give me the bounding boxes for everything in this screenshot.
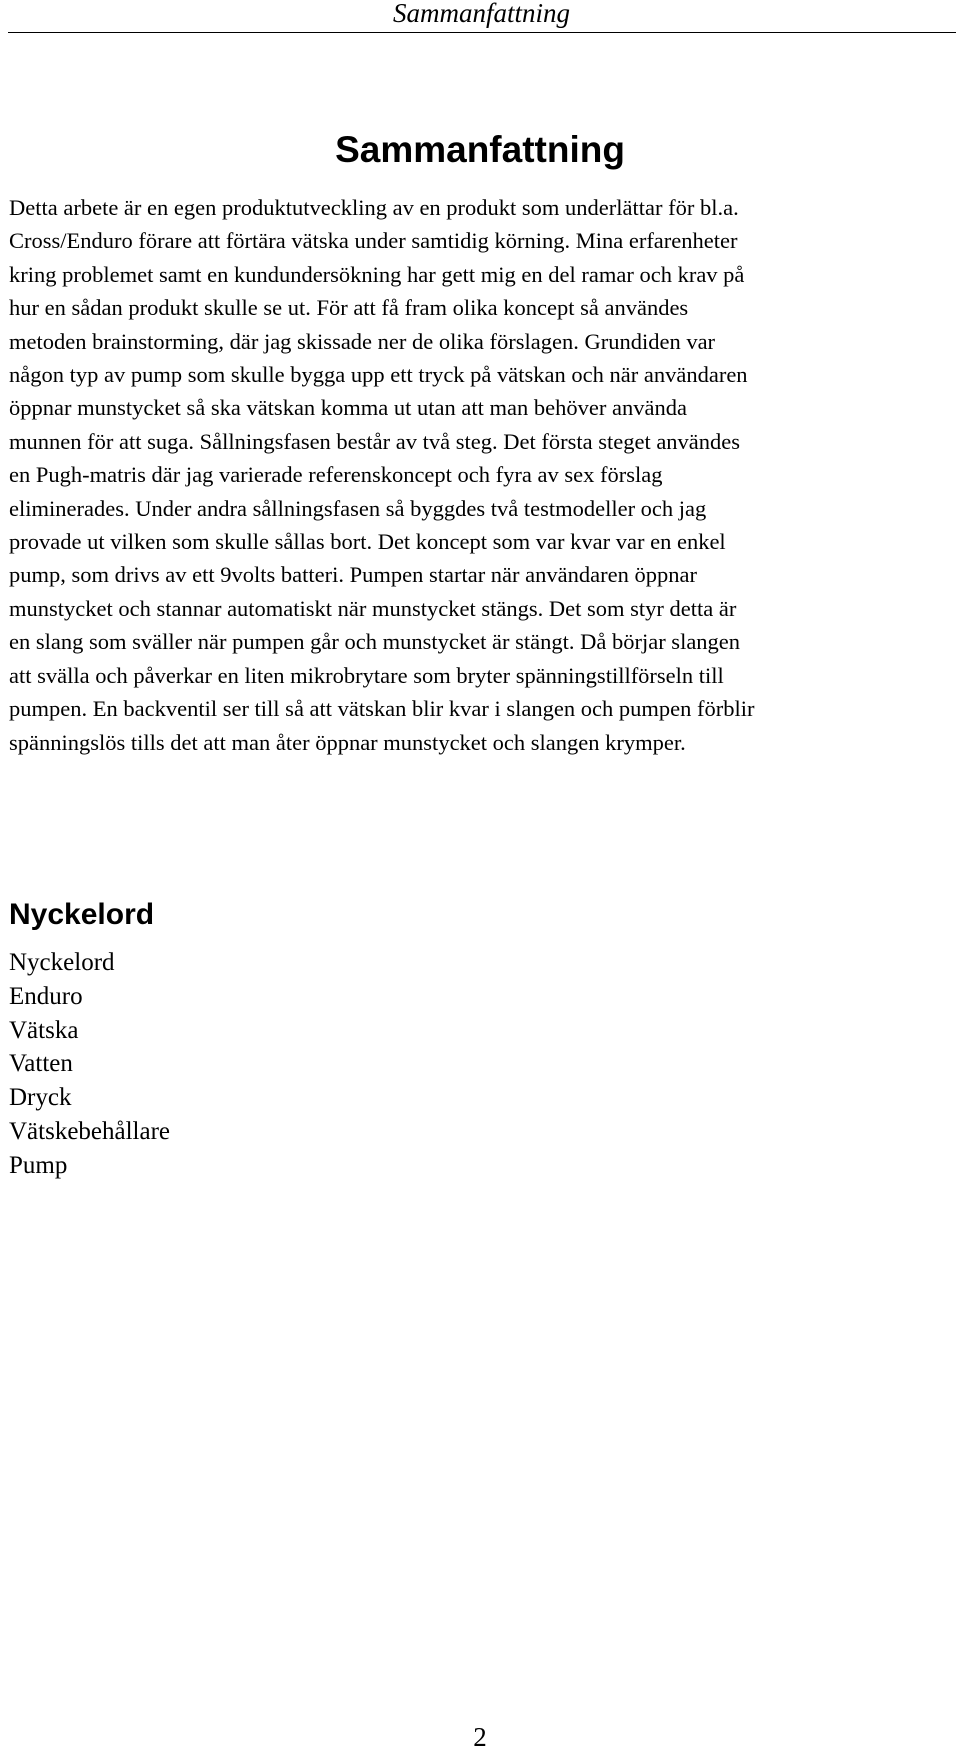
abstract-line: pump, som drivs av ett 9volts batteri. Pumpen startar när användaren öppnar — [9, 562, 697, 588]
abstract-line: hur en sådan produkt skulle se ut. För att få fram olika koncept så användes — [9, 295, 689, 321]
abstract-line: munnen för att suga. Sållningsfasen består av två steg. Det första steget användes — [9, 428, 741, 454]
abstract-line: eliminerades. Under andra sållningsfasen så byggdes två testmodeller och jag — [9, 495, 707, 521]
abstract-line: provade ut vilken som skulle sållas bort. Det koncept som var kvar var en enkel — [9, 529, 726, 555]
keywords-heading: Nyckelord — [9, 898, 155, 931]
keywords-list — [9, 946, 170, 1183]
abstract-line: Cross/Enduro förare att förtära vätska under samtidig körning. Mina erfarenheter — [9, 228, 738, 254]
running-header — [0, 0, 960, 32]
keyword-item: Enduro — [9, 982, 83, 1010]
page-title: Sammanfattning — [335, 129, 625, 170]
page-number-value: 2 — [473, 1722, 487, 1752]
abstract-line: en slang som sväller när pumpen går och munstycket är stängt. Då börjar slangen — [9, 629, 741, 655]
abstract-line: spänningslös tills det att man åter öppnar munstycket och slangen krymper. — [9, 729, 686, 755]
keyword-item: Vätska — [9, 1016, 79, 1044]
abstract-line: pumpen. En backventil ser till så att vätskan blir kvar i slangen och pumpen förblir — [9, 696, 755, 722]
abstract-paragraph — [9, 191, 939, 759]
abstract-line: att svälla och påverkar en liten mikrobrytare som bryter spänningstillförseln till — [9, 662, 724, 688]
running-header-title: Sammanfattning — [392, 0, 570, 28]
abstract-line: Detta arbete är en egen produktutveckling av en produkt som underlättar för bl.a. — [9, 195, 739, 220]
abstract-line: en Pugh-matris där jag varierade referenskoncept och fyra av sex förslag — [9, 462, 663, 488]
abstract-line: kring problemet samt en kundundersökning har gett mig en del ramar och krav på — [9, 261, 745, 287]
keyword-item: Nyckelord — [9, 949, 115, 976]
header-divider — [8, 32, 956, 33]
abstract-line: munstycket och stannar automatiskt när munstycket stängs. Det som styr detta är — [9, 595, 737, 621]
abstract-line: öppnar munstycket så ska vätskan komma ut utan att man behöver använda — [9, 395, 687, 421]
abstract-line: metoden brainstorming, där jag skissade ner de olika förslagen. Grundiden var — [9, 328, 716, 354]
abstract-line: någon typ av pump som skulle bygga upp ett tryck på vätskan och när användaren — [9, 362, 748, 388]
keyword-item: Vätskebehållare — [9, 1117, 171, 1145]
keyword-item: Pump — [9, 1151, 68, 1179]
keyword-item: Vatten — [9, 1050, 73, 1078]
keyword-item: Dryck — [9, 1084, 72, 1112]
